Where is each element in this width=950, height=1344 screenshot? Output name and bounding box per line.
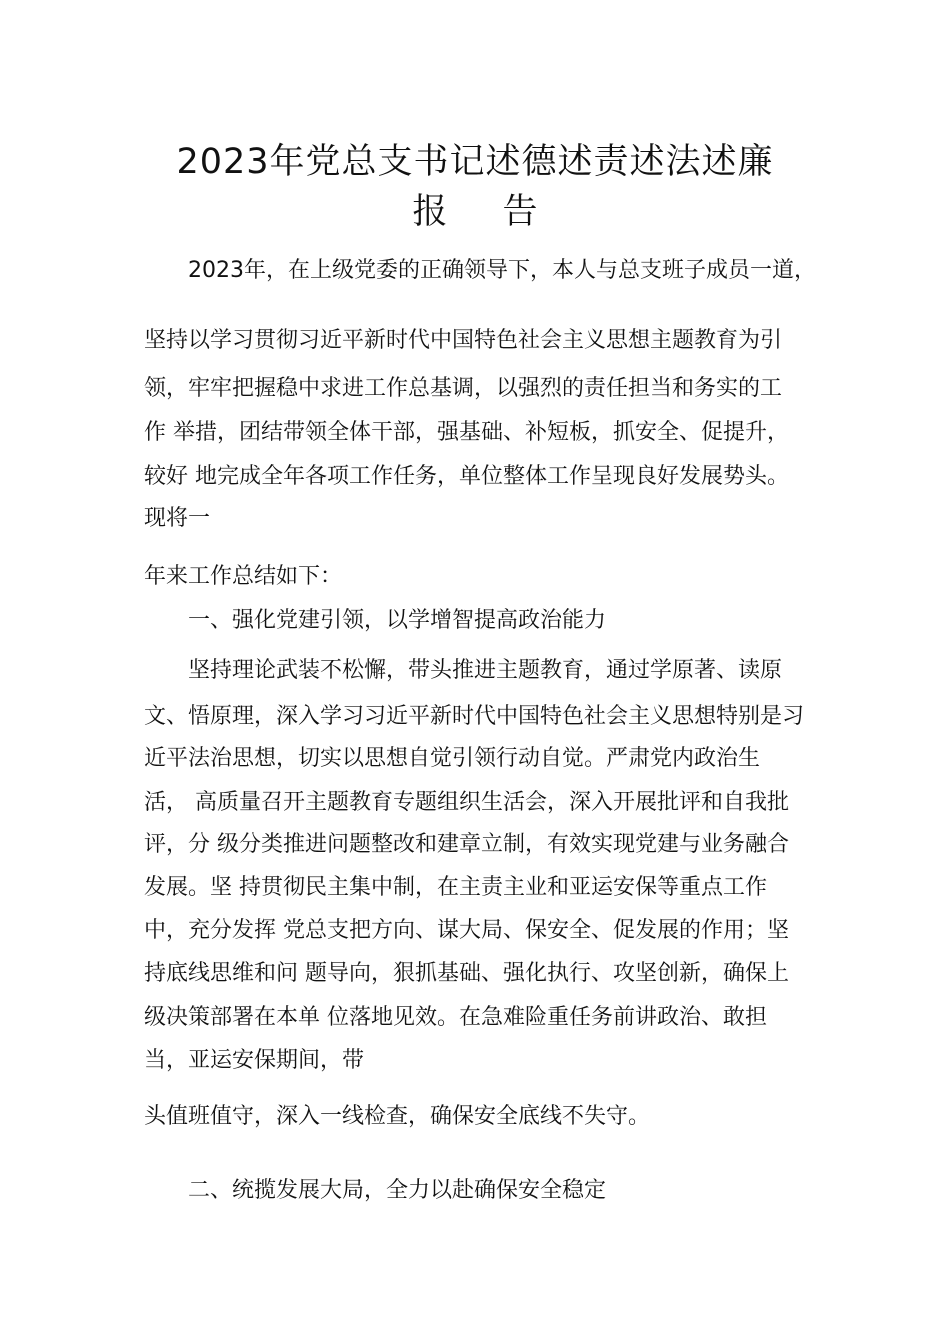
body-line: 坚持理论武装不松懈，带头推进主题教育，通过学原著、读原 (188, 658, 783, 683)
body-line: 年来工作总结如下： (144, 564, 343, 589)
body-line: 2023年，在上级党委的正确领导下，本人与总支班子成员一道， (188, 258, 816, 283)
body-line: 文、悟原理，深入学习习近平新时代中国特色社会主义思想特别是习 (144, 704, 805, 729)
body-line: 领，牢牢把握稳中求进工作总基调，以强烈的责任担当和务实的工 (144, 376, 783, 401)
body-line: 坚持以学习贯彻习近平新时代中国特色社会主义思想主题教育为引 (144, 328, 783, 353)
body-line: 现将一 (144, 506, 211, 531)
document-title-line2: 报 告 (412, 192, 560, 232)
body-line: 评，分 级分类推进问题整改和建章立制，有效实现党建与业务融合 (144, 832, 789, 857)
document-title-line1: 2023年党总支书记述德述责述法述廉 (176, 142, 774, 182)
section-heading: 二、统揽发展大局，全力以赴确保安全稳定 (188, 1178, 607, 1203)
body-line: 持底线思维和问 题导向，狠抓基础、强化执行、攻坚创新，确保上 (144, 961, 789, 986)
section-heading: 一、强化党建引领，以学增智提高政治能力 (188, 608, 607, 633)
body-line: 中，充分发挥 党总支把方向、谋大局、保安全、促发展的作用；坚 (144, 918, 789, 943)
body-line: 级决策部署在本单 位落地见效。在急难险重任务前讲政治、敢担 (144, 1005, 767, 1030)
body-line: 当，亚运安保期间，带 (144, 1048, 365, 1073)
body-line: 头值班值守，深入一线检查，确保安全底线不失守。 (144, 1104, 651, 1129)
body-line: 活， 高质量召开主题教育专题组织生活会，深入开展批评和自我批 (144, 790, 789, 815)
body-line: 发展。坚 持贯彻民主集中制，在主责主业和亚运安保等重点工作 (144, 875, 767, 900)
body-line: 近平法治思想，切实以思想自觉引领行动自觉。严肃党内政治生 (144, 746, 761, 771)
body-line: 作 举措，团结带领全体干部，强基础、补短板，抓安全、促提升， (144, 420, 789, 445)
body-line: 较好 地完成全年各项工作任务，单位整体工作呈现良好发展势头。 (144, 464, 789, 489)
